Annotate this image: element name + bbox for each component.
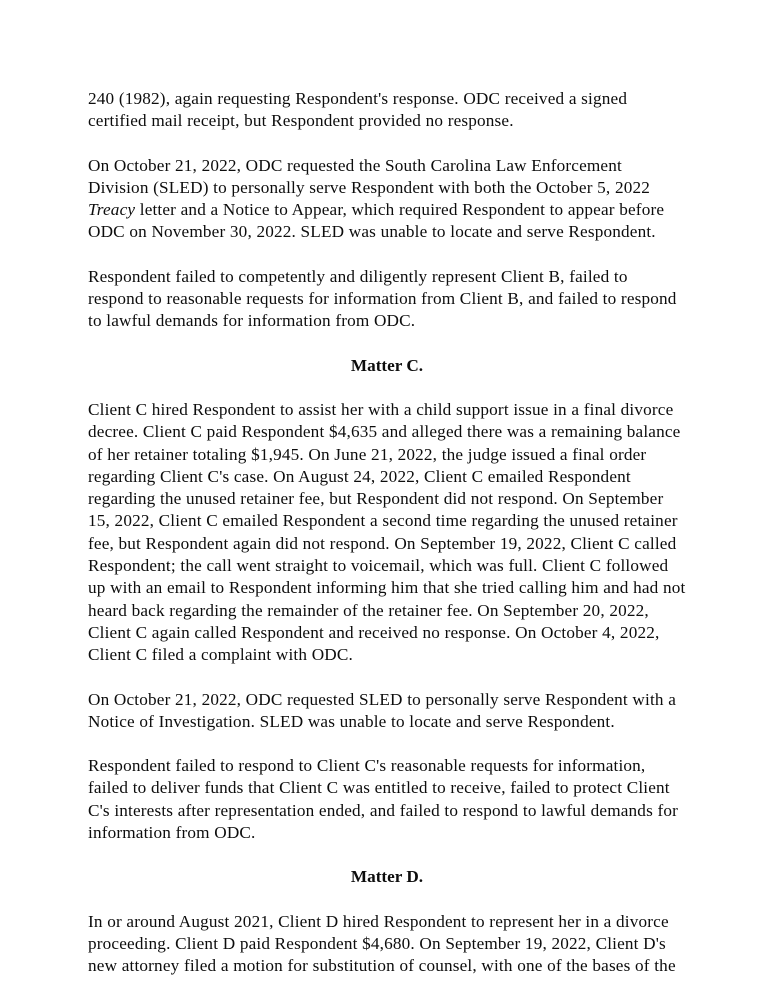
paragraph-text-before-italic: On October 21, 2022, ODC requested the South Carolina Law Enforcement Division (SLED) to personally serve Respondent with both the October 5, 2022 [88, 155, 651, 197]
document-text-column [88, 88, 686, 978]
paragraph-matter-d-facts: In or around August 2021, Client D hired Respondent to represent her in a divorce proceeding. Client D paid Respondent $4,680. On September 19, 2022, Client D's new attorney filed a motion for substitution of counsel, with one of the bases of the [88, 911, 676, 976]
paragraph-matter-c-findings: Respondent failed to respond to Client C's reasonable requests for information, failed to deliver funds that Client C was entitled to receive, failed to protect Client C's interests after representation ended, and failed to respond to lawful demands for information from ODC. [88, 756, 679, 843]
heading-matter-c: Matter C. [350, 355, 424, 375]
paragraph-sled-service-october [88, 155, 686, 244]
paragraph-matter-c-facts: Client C hired Respondent to assist her with a child support issue in a final divorce decree. Client C paid Respondent $4,635 and alleged there was a remaining balance of her retainer totaling $1,945. On June 21, 2022, the judge issued a final order regarding Client C's case. On August 24, 2022, Client C emailed Respondent regarding the unused retainer fee, but Respondent did not respond. On September 15, 2022, Client C emailed Respondent a second time regarding the unused retainer fee, but Respondent again did not respond. On September 19, 2022, Client C called Respondent; the call went straight to voicemail, which was full. Client C followed up with an email to Respondent informing him that she tried calling him and had not heard back regarding the remainder of the retainer fee. On September 20, 2022, Client C again called Respondent and received no response. On October 4, 2022, Client C filed a complaint with ODC. [88, 399, 686, 665]
paragraph-continuation-treacy-citation: 240 (1982), again requesting Respondent's response. ODC received a signed certified mail receipt, but Respondent provided no response. [88, 89, 628, 131]
paragraph-text-after-italic: letter and a Notice to Appear, which required Respondent to appear before ODC on November 30, 2022. SLED was unable to locate and serve Respondent. [88, 200, 665, 242]
paragraph-matter-c-sled-service: On October 21, 2022, ODC requested SLED to personally serve Respondent with a Notice of Investigation. SLED was unable to locate and serve Respondent. [88, 689, 677, 731]
heading-matter-d: Matter D. [350, 867, 424, 887]
paragraph-matter-b-findings: Respondent failed to competently and diligently represent Client B, failed to respond to reasonable requests for information from Client B, and failed to respond to lawful demands for information from ODC. [88, 266, 677, 331]
case-name-treacy: Treacy [88, 200, 136, 220]
